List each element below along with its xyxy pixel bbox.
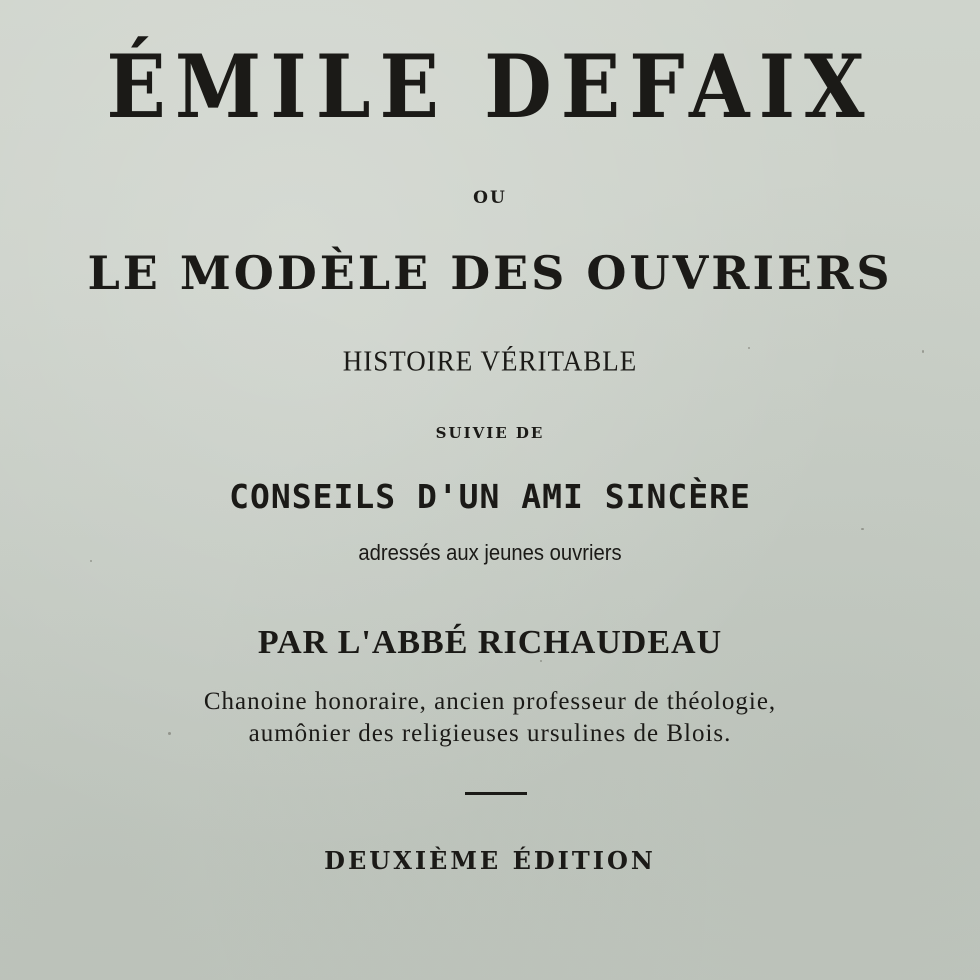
author-line: PAR L'ABBÉ RICHAUDEAU — [257, 624, 723, 661]
genre-line: HISTOIRE VÉRITABLE — [342, 345, 638, 377]
edition-line: DEUXIÈME ÉDITION — [324, 846, 656, 875]
followed-by-line: SUIVIE DE — [435, 424, 545, 442]
second-work-title: CONSEILS D'UN AMI SINCÈRE — [229, 477, 751, 516]
audience-line: adressés aux jeunes ouvriers — [358, 540, 622, 565]
paper-speck — [861, 528, 864, 530]
author-credentials-line-1: Chanoine honoraire, ancien professeur de théologie, — [203, 688, 777, 715]
book-title: ÉMILE DEFAIX — [106, 36, 874, 139]
separator-rule — [465, 792, 527, 795]
book-subtitle: LE MODÈLE DES OUVRIERS — [87, 246, 893, 300]
conjunction-ou: OU — [473, 188, 507, 208]
author-credentials-line-2: aumônier des religieuses ursulines de Blois. — [248, 720, 732, 747]
